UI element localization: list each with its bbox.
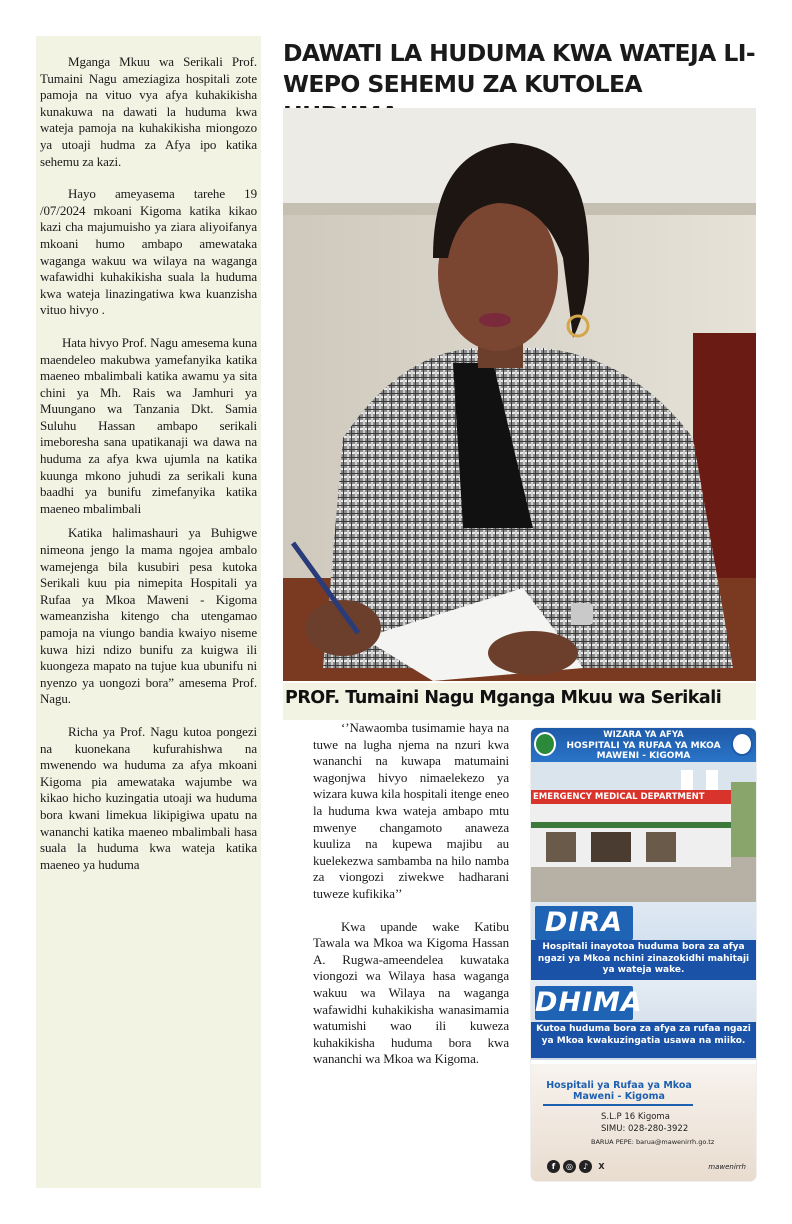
contact-po-box: S.L.P 16 Kigoma: [601, 1112, 670, 1122]
instagram-icon[interactable]: ◎: [563, 1160, 576, 1173]
dira-title: DIRA: [535, 906, 633, 940]
paragraph-2: Hayo ameyasema tarehe 19 /07/2024 mkoani Kigoma katika kikao kazi cha majumuisho ya ziara aliyoifanya mkoani humo ambapo amewataka waganga wakuu wa wilaya na waganga wafawidhi kuhakikisha suala la huduma kwa wateja linazingatiwa kwa kuanzisha vituo hivyo .: [40, 186, 257, 318]
social-icons: [547, 1159, 608, 1173]
article-headline: DAWATI LA HUDUMA KWA WATEJA LI-WEPO SEHEMU ZA KUTOLEA: [283, 39, 755, 98]
hospital-logo-icon: [731, 732, 753, 756]
contact-section: [531, 1064, 756, 1181]
portrait-photo: [283, 108, 756, 681]
paragraph-4: Katika halimashauri ya Buhigwe nimeona jengo la mama ngojea ambalo wamejenga bila kusubiri pesa kutoka Serikali kuu pia nimepita Hospitali ya Rufaa ya Mkoa Maweni - Kigoma wameanzisha kitengo cha utengamao pamoja na viungo bandia kwaiyo niseme kuwa hizi ndizo bunifu za kuigwa ili kuongeza mapato na tujue kua ubunifu ni nyenzo ya uongozi bora” amesema Prof. Nagu.: [40, 525, 257, 707]
poster-header: [531, 728, 756, 762]
poster-ministry: WIZARA YA AFYA: [603, 730, 684, 740]
social-handle: mawenirrh: [708, 1163, 746, 1171]
dhima-title: DHIMA: [535, 987, 643, 1018]
paragraph-6: Kwa upande wake Katibu Tawala wa Mkoa wa Kigoma Hassan A. Rugwa-ameendelea kuwataka viongozi wa Wilaya hasa waganga wakuu wa Wilaya na waganga wafawidhi kuhakikisha wanasimamia watumishi wao ili kuweza kuhakikisha huduma bora kwa wananchi wa Mkoa wa Kigoma.: [313, 918, 509, 1067]
contact-divider: [543, 1104, 693, 1106]
x-icon[interactable]: X: [598, 1161, 605, 1171]
portrait-illustration: [283, 108, 756, 681]
contact-hospital-name: [539, 1080, 699, 1102]
hospital-building-image: [531, 762, 756, 902]
dhima-section: [531, 980, 756, 1060]
contact-hospital-line2: Maweni - Kigoma: [573, 1091, 665, 1102]
tiktok-icon[interactable]: ♪: [579, 1160, 592, 1173]
hospital-poster: [531, 728, 756, 1181]
paragraph-5: Richa ya Prof. Nagu kutoa pongezi na kuonekana kufurahishwa na mwenendo wa huduma za afya mkoani Kigoma pia amewataka wajumbe wa kikao hicho kuzingatia utoaji wa huduma bora kwani limekua likipigiwa upatu na wananchi katika maeneo mbalimbali hasa suala la huduma kwa wateja katika maeneo ya huduma: [40, 723, 257, 872]
paragraph-1: Mganga Mkuu wa Serikali Prof. Tumaini Nagu ameziagiza hospitali zote pamoja na vituo vya afya kuhakikisha kunakuwa na dawati la huduma kwa wateja pamoja na kuhakikisha miongozo ya utoaji hudma za Afya ipo katika sehemu za kazi.: [40, 54, 257, 169]
contact-email: BARUA PEPE: barua@mawenirrh.go.tz: [591, 1138, 715, 1146]
contact-phone: SIMU: 028-280-3922: [601, 1124, 689, 1134]
dhima-text: Kutoa huduma bora za afya za rufaa ngazi ya Mkoa kwakuzingatia usawa na miiko.: [531, 1022, 756, 1058]
dira-section: [531, 902, 756, 980]
emergency-sign: EMERGENCY MEDICAL DEPARTMENT: [533, 792, 705, 802]
paragraph-3: Hata hivyo Prof. Nagu amesema kuna maendeleo makubwa yamefanyika katika maeneo mbalimbali katika awamu ya sita chini ya Mh. Rais wa Jamhuri ya Muungano wa Tanzania Dkt. Samia Suluhu Hassan ambapo serikali imeboresha sana upatikanaji wa dawa na huduma za afya kwa ujumla na katika kuunga mkono juhudi za serikali kuna baadhi ya bunifu zimefanyika katika maeneo mbalimbali: [40, 334, 257, 516]
facebook-icon[interactable]: f: [547, 1160, 560, 1173]
coat-of-arms-icon: [534, 732, 556, 756]
poster-hospital-line: HOSPITALI YA RUFAA YA MKOA: [566, 740, 721, 751]
contact-hospital-line1: Hospitali ya Rufaa ya Mkoa: [546, 1080, 692, 1091]
left-text-column: [36, 36, 261, 1188]
dira-text: Hospitali inayotoa huduma bora za afya ngazi ya Mkoa nchini zinazokidhi mahitaji ya wateja wake.: [531, 940, 756, 980]
photo-caption: PROF. Tumaini Nagu Mganga Mkuu wa Serikali: [283, 683, 756, 720]
middle-text-column: [313, 720, 509, 1084]
quote-paragraph: ‘’Nawaomba tusimamie haya na tuwe na lugha njema na nzuri kwa wananchi na kuwapa matumaini wagonjwa hivyo nimaelekezo ya wizara kuwa kila hospitali itenge eneo la huduma kwa wateja ambapo mtu mwenye changamoto anaweza kuuliza na kupewa majibu au kuelekezwa sambamba na hilo namba za viongozi ziwekwe hadharani tuweze kufikika’’: [313, 720, 509, 901]
poster-location-line: MAWENI - KIGOMA: [596, 751, 691, 761]
